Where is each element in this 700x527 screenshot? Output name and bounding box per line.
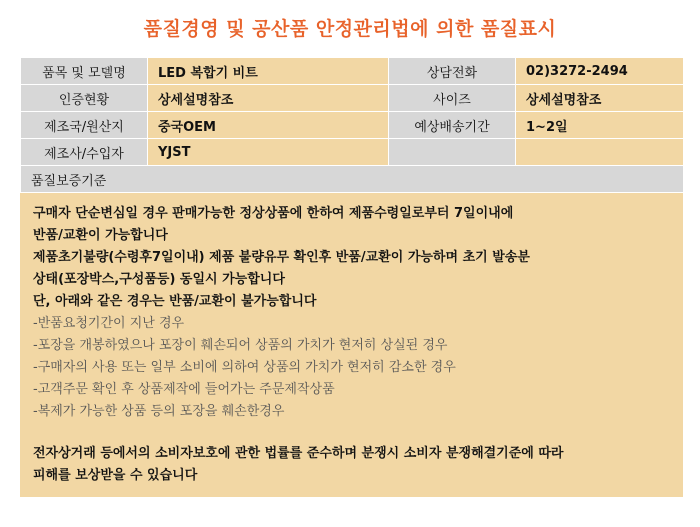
section-row [21, 166, 684, 193]
page-title: 품질경영 및 공산품 안정관리법에 의한 품질표시 [143, 18, 557, 40]
product-info-table [20, 57, 684, 193]
label-origin: 제조국/원산지 [21, 112, 148, 139]
exception-item: -포장을 개봉하였으나 포장이 훼손되어 상품의 가치가 현저히 상실된 경우 [33, 338, 448, 353]
table-row [21, 58, 684, 85]
label-model: 품목 및 모델명 [21, 58, 148, 85]
exception-item: -고객주문 확인 후 상품제작에 들어가는 주문제작상품 [33, 382, 335, 397]
spacer [33, 423, 678, 443]
value-certification: 상세설명참조 [148, 85, 389, 112]
empty-label-cell [389, 139, 516, 166]
value-phone: 02)3272-2494 [516, 58, 684, 85]
label-delivery: 예상배송기간 [389, 112, 516, 139]
quality-guarantee-text [33, 203, 678, 487]
paragraph-line: 반품/교환이 가능합니다 [33, 228, 168, 243]
empty-value-cell [516, 139, 684, 166]
value-model: LED 복합기 비트 [148, 58, 389, 85]
label-size: 사이즈 [389, 85, 516, 112]
paragraph-line: 상태(포장박스,구성품등) 동일시 가능합니다 [33, 272, 285, 287]
table-row [21, 139, 684, 166]
exception-item: -반품요청기간이 지난 경우 [33, 316, 185, 331]
value-origin: 중국OEM [148, 112, 389, 139]
paragraph-line: 단, 아래와 같은 경우는 반품/교환이 불가능합니다 [33, 294, 317, 309]
paragraph-line: 구매자 단순변심일 경우 판매가능한 정상상품에 한하여 제품수령일로부터 7일이내에 [33, 206, 514, 221]
value-manufacturer: YJST [148, 139, 389, 166]
value-delivery: 1~2일 [516, 112, 684, 139]
exception-item: -구매자의 사용 또는 일부 소비에 의하여 상품의 가치가 현저히 감소한 경우 [33, 360, 456, 375]
table-row [21, 112, 684, 139]
label-phone: 상담전화 [389, 58, 516, 85]
footer-line: 전자상거래 등에서의 소비자보호에 관한 법률를 준수하며 분쟁시 소비자 분쟁해결기준에 따라 [33, 446, 564, 461]
section-label-quality: 품질보증기준 [21, 166, 684, 193]
exception-item: -복제가 가능한 상품 등의 포장을 훼손한경우 [33, 404, 285, 419]
table-row [21, 85, 684, 112]
paragraph-line: 제품초기불량(수령후7일이내) 제품 불량유무 확인후 반품/교환이 가능하며 초기 발송분 [33, 250, 530, 265]
value-size: 상세설명참조 [516, 85, 684, 112]
label-manufacturer: 제조사/수입자 [21, 139, 148, 166]
footer-line: 피해를 보상받을 수 있습니다 [33, 468, 198, 483]
label-certification: 인증현황 [21, 85, 148, 112]
